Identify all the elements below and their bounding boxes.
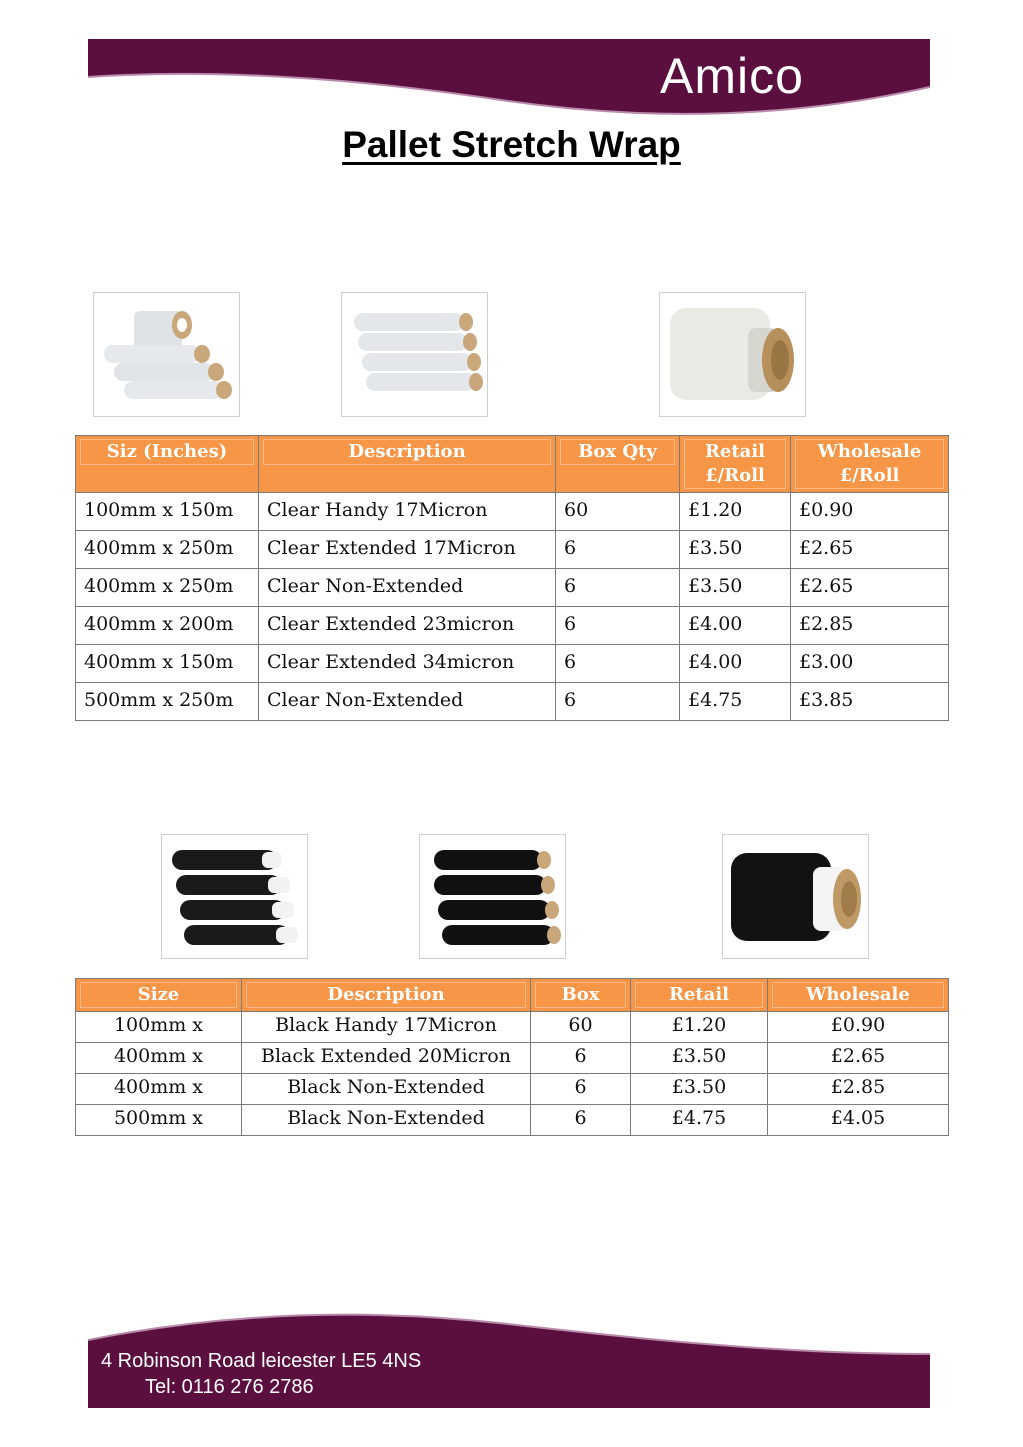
clear-extended-rolls-image [341, 292, 488, 417]
col-header-size: Size [76, 979, 242, 1012]
col-header-description: Description [259, 436, 556, 493]
footer-address: 4 Robinson Road leicester LE5 4NS [101, 1350, 422, 1372]
retail-price-cell: £4.75 [631, 1105, 768, 1136]
size-cell: 400mm x 200m [76, 607, 259, 645]
size-cell: 100mm x [76, 1012, 242, 1043]
retail-price-cell: £3.50 [631, 1043, 768, 1074]
wholesale-price-cell: £0.90 [791, 493, 949, 531]
size-cell: 500mm x 250m [76, 683, 259, 721]
size-cell: 400mm x 150m [76, 645, 259, 683]
table-row [76, 1043, 949, 1074]
retail-price-cell: £3.50 [680, 531, 791, 569]
box-qty-cell: 60 [531, 1012, 631, 1043]
box-qty-cell: 6 [556, 569, 680, 607]
description-cell: Black Handy 17Micron [242, 1012, 531, 1043]
description-cell: Clear Extended 23micron [259, 607, 556, 645]
description-cell: Clear Non-Extended [259, 569, 556, 607]
black-mixed-rolls-image [161, 834, 308, 959]
table-row [76, 569, 949, 607]
box-qty-cell: 6 [556, 531, 680, 569]
table-row [76, 1012, 949, 1043]
col-header-wholesale: Wholesale £/Roll [791, 436, 949, 493]
size-cell: 400mm x [76, 1074, 242, 1105]
retail-price-cell: £3.50 [631, 1074, 768, 1105]
table-row [76, 645, 949, 683]
col-header-wholesale: Wholesale [768, 979, 949, 1012]
wholesale-price-cell: £2.65 [791, 569, 949, 607]
wholesale-price-cell: £2.65 [791, 531, 949, 569]
size-cell: 400mm x [76, 1043, 242, 1074]
size-cell: 400mm x 250m [76, 569, 259, 607]
box-qty-cell: 6 [556, 645, 680, 683]
footer-phone: Tel: 0116 276 2786 [145, 1376, 314, 1398]
clear-handy-roll-image [659, 292, 806, 417]
table-row [76, 1105, 949, 1136]
black-handy-roll-image [722, 834, 869, 959]
retail-price-cell: £4.75 [680, 683, 791, 721]
page-title: Pallet Stretch Wrap [342, 124, 681, 165]
wholesale-price-cell: £2.65 [768, 1043, 949, 1074]
description-cell: Black Non-Extended [242, 1105, 531, 1136]
table-row [76, 493, 949, 531]
size-cell: 100mm x 150m [76, 493, 259, 531]
retail-price-cell: £3.50 [680, 569, 791, 607]
clear-mixed-rolls-image [93, 292, 240, 417]
wholesale-price-cell: £3.85 [791, 683, 949, 721]
box-qty-cell: 6 [531, 1074, 631, 1105]
col-header-box: Box [531, 979, 631, 1012]
box-qty-cell: 6 [531, 1105, 631, 1136]
size-cell: 500mm x [76, 1105, 242, 1136]
table-row [76, 531, 949, 569]
size-cell: 400mm x 250m [76, 531, 259, 569]
col-header-box-qty: Box Qty [556, 436, 680, 493]
description-cell: Black Non-Extended [242, 1074, 531, 1105]
wholesale-price-cell: £2.85 [791, 607, 949, 645]
box-qty-cell: 60 [556, 493, 680, 531]
wholesale-price-cell: £0.90 [768, 1012, 949, 1043]
black-wrap-price-table [75, 978, 949, 1136]
box-qty-cell: 6 [556, 683, 680, 721]
retail-price-cell: £4.00 [680, 607, 791, 645]
col-header-description: Description [242, 979, 531, 1012]
retail-price-cell: £4.00 [680, 645, 791, 683]
description-cell: Clear Extended 34micron [259, 645, 556, 683]
retail-price-cell: £1.20 [680, 493, 791, 531]
wholesale-price-cell: £4.05 [768, 1105, 949, 1136]
table-row [76, 1074, 949, 1105]
wholesale-price-cell: £3.00 [791, 645, 949, 683]
table-row [76, 683, 949, 721]
table-header-row [76, 979, 949, 1012]
col-header-retail: Retail £/Roll [680, 436, 791, 493]
footer-contact [101, 1348, 421, 1400]
table-header-row [76, 436, 949, 493]
wholesale-price-cell: £2.85 [768, 1074, 949, 1105]
description-cell: Clear Handy 17Micron [259, 493, 556, 531]
description-cell: Clear Extended 17Micron [259, 531, 556, 569]
description-cell: Black Extended 20Micron [242, 1043, 531, 1074]
table-row [76, 607, 949, 645]
retail-price-cell: £1.20 [631, 1012, 768, 1043]
brand-logo: Amico [660, 48, 804, 104]
box-qty-cell: 6 [531, 1043, 631, 1074]
black-extended-rolls-image [419, 834, 566, 959]
clear-wrap-price-table [75, 435, 949, 721]
description-cell: Clear Non-Extended [259, 683, 556, 721]
col-header-size: Siz (Inches) [76, 436, 259, 493]
box-qty-cell: 6 [556, 607, 680, 645]
col-header-retail: Retail [631, 979, 768, 1012]
